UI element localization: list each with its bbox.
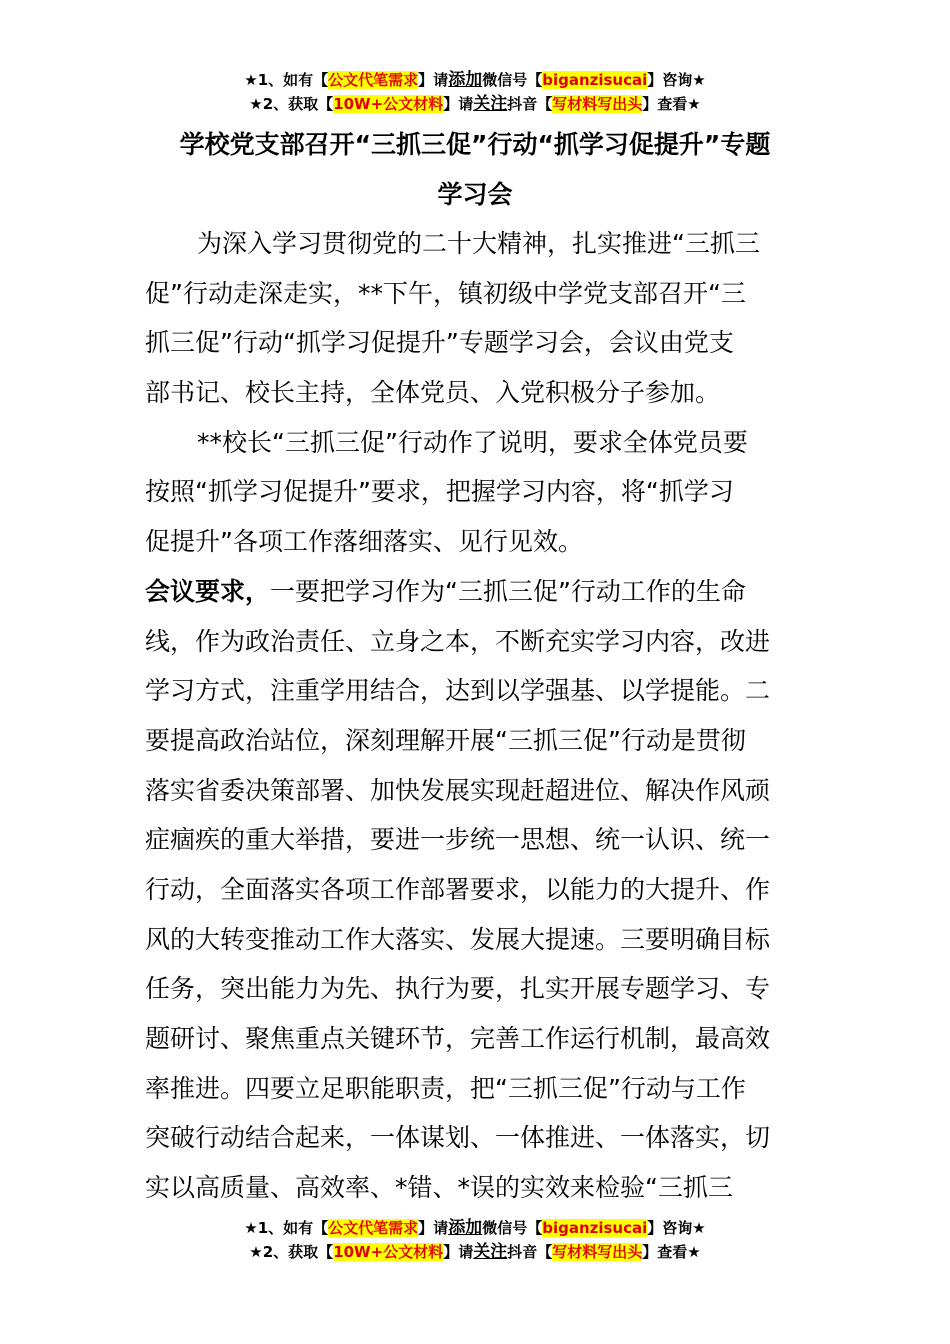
paragraph-line: 为深入学习贯彻党的二十大精神，扎实推进“三抓三 xyxy=(197,229,760,258)
promo-text: 抖音【 xyxy=(507,1243,553,1261)
paragraph-text: 一要把学习作为“三抓三促”行动工作的生命 xyxy=(270,576,746,606)
promo-text: 微信号【 xyxy=(482,71,543,89)
promo-highlight: 公文代笔需求 xyxy=(328,71,419,89)
paragraph-line: 落实省委决策部署、加快发展实现赶超进位、解决作风顽 xyxy=(145,775,771,805)
promo-wechat-id: biganzisucai xyxy=(542,1219,648,1237)
paragraph-line: **校长“三抓三促”行动作了说明，要求全体党员要 xyxy=(197,427,748,457)
promo-underlined: 添加 xyxy=(448,1218,483,1238)
promo-underlined: 关注 xyxy=(473,1242,508,1262)
paragraph-line: 部书记、校长主持，全体党员、入党积极分子参加。 xyxy=(145,378,721,408)
promo-text: 】查看★ xyxy=(642,95,701,113)
paragraph-line: 促”行动走深走实，**下午，镇初级中学党支部召开“三 xyxy=(145,278,746,308)
promo-text: 】请 xyxy=(443,1243,474,1261)
promo-text: 微信号【 xyxy=(482,1219,543,1237)
promo-underlined: 关注 xyxy=(473,94,508,114)
paragraph-line: 按照“抓学习促提升”要求，把握学习内容，将“抓学习 xyxy=(145,477,734,507)
promo-douyin-account: 写材料写出头 xyxy=(552,95,643,113)
promo-banner-top-line-2 xyxy=(0,93,950,115)
promo-douyin-account: 写材料写出头 xyxy=(552,1243,643,1261)
paragraph-line: 题研讨、聚焦重点关键环节，完善工作运行机制，最高效 xyxy=(145,1024,771,1053)
paragraph-line: 促提升”各项工作落细落实、见行见效。 xyxy=(145,527,583,557)
promo-text: 抖音【 xyxy=(507,95,553,113)
promo-text: ★1、如有【 xyxy=(244,1219,329,1237)
promo-banner-bottom-line-2 xyxy=(0,1241,950,1263)
document-title-line-1: 学校党支部召开“三抓三促”行动“抓学习促提升”专题 xyxy=(179,130,771,159)
paragraph-line: 要提高政治站位，深刻理解开展“三抓三促”行动是贯彻 xyxy=(145,725,746,755)
paragraph-line: 学习方式，注重学用结合，达到以学强基、以学提能。二 xyxy=(145,676,771,706)
document-body xyxy=(145,219,807,1213)
promo-text: ★2、获取【 xyxy=(249,95,334,113)
promo-text: 】请 xyxy=(443,95,474,113)
document-title-line-2: 学习会 xyxy=(437,180,513,209)
paragraph-line: 风的大转变推动工作大落实、发展大提速。三要明确目标 xyxy=(145,924,771,954)
paragraph-line: 率推进。四要立足职能职责，把“三抓三促”行动与工作 xyxy=(145,1073,746,1103)
paragraph-line: 突破行动结合起来，一体谋划、一体推进、一体落实，切 xyxy=(145,1123,771,1153)
promo-text: 】咨询★ xyxy=(647,71,706,89)
paragraph-line: 任务，突出能力为先、执行为要，扎实开展专题学习、专 xyxy=(145,974,771,1004)
paragraph-line: 线，作为政治责任、立身之本，不断充实学习内容，改进 xyxy=(145,626,771,656)
paragraph-line: 行动，全面落实各项工作部署要求，以能力的大提升、作 xyxy=(145,874,771,904)
promo-highlight: 10W+公文材料 xyxy=(333,95,444,113)
meeting-requirements-label: 会议要求， xyxy=(145,576,271,606)
promo-text: ★2、获取【 xyxy=(249,1243,334,1261)
paragraph-line: 抓三促”行动“抓学习促提升”专题学习会，会议由党支 xyxy=(145,328,734,358)
promo-text: 】请 xyxy=(418,1219,449,1237)
promo-text: 】请 xyxy=(418,71,449,89)
promo-wechat-id: biganzisucai xyxy=(542,71,648,89)
promo-text: ★1、如有【 xyxy=(244,71,329,89)
promo-banner-top-line-1 xyxy=(0,69,950,91)
paragraph-line: 症痼疾的重大举措，要进一步统一思想、统一认识、统一 xyxy=(145,825,771,855)
promo-highlight: 公文代笔需求 xyxy=(328,1219,419,1237)
promo-text: 】咨询★ xyxy=(647,1219,706,1237)
promo-underlined: 添加 xyxy=(448,70,483,90)
promo-highlight: 10W+公文材料 xyxy=(333,1243,444,1261)
promo-banner-bottom-line-1 xyxy=(0,1217,950,1239)
paragraph-line: 实以高质量、高效率、*错、*误的实效来检验“三抓三 xyxy=(145,1173,733,1203)
promo-text: 】查看★ xyxy=(642,1243,701,1261)
paragraph-line xyxy=(145,567,807,617)
